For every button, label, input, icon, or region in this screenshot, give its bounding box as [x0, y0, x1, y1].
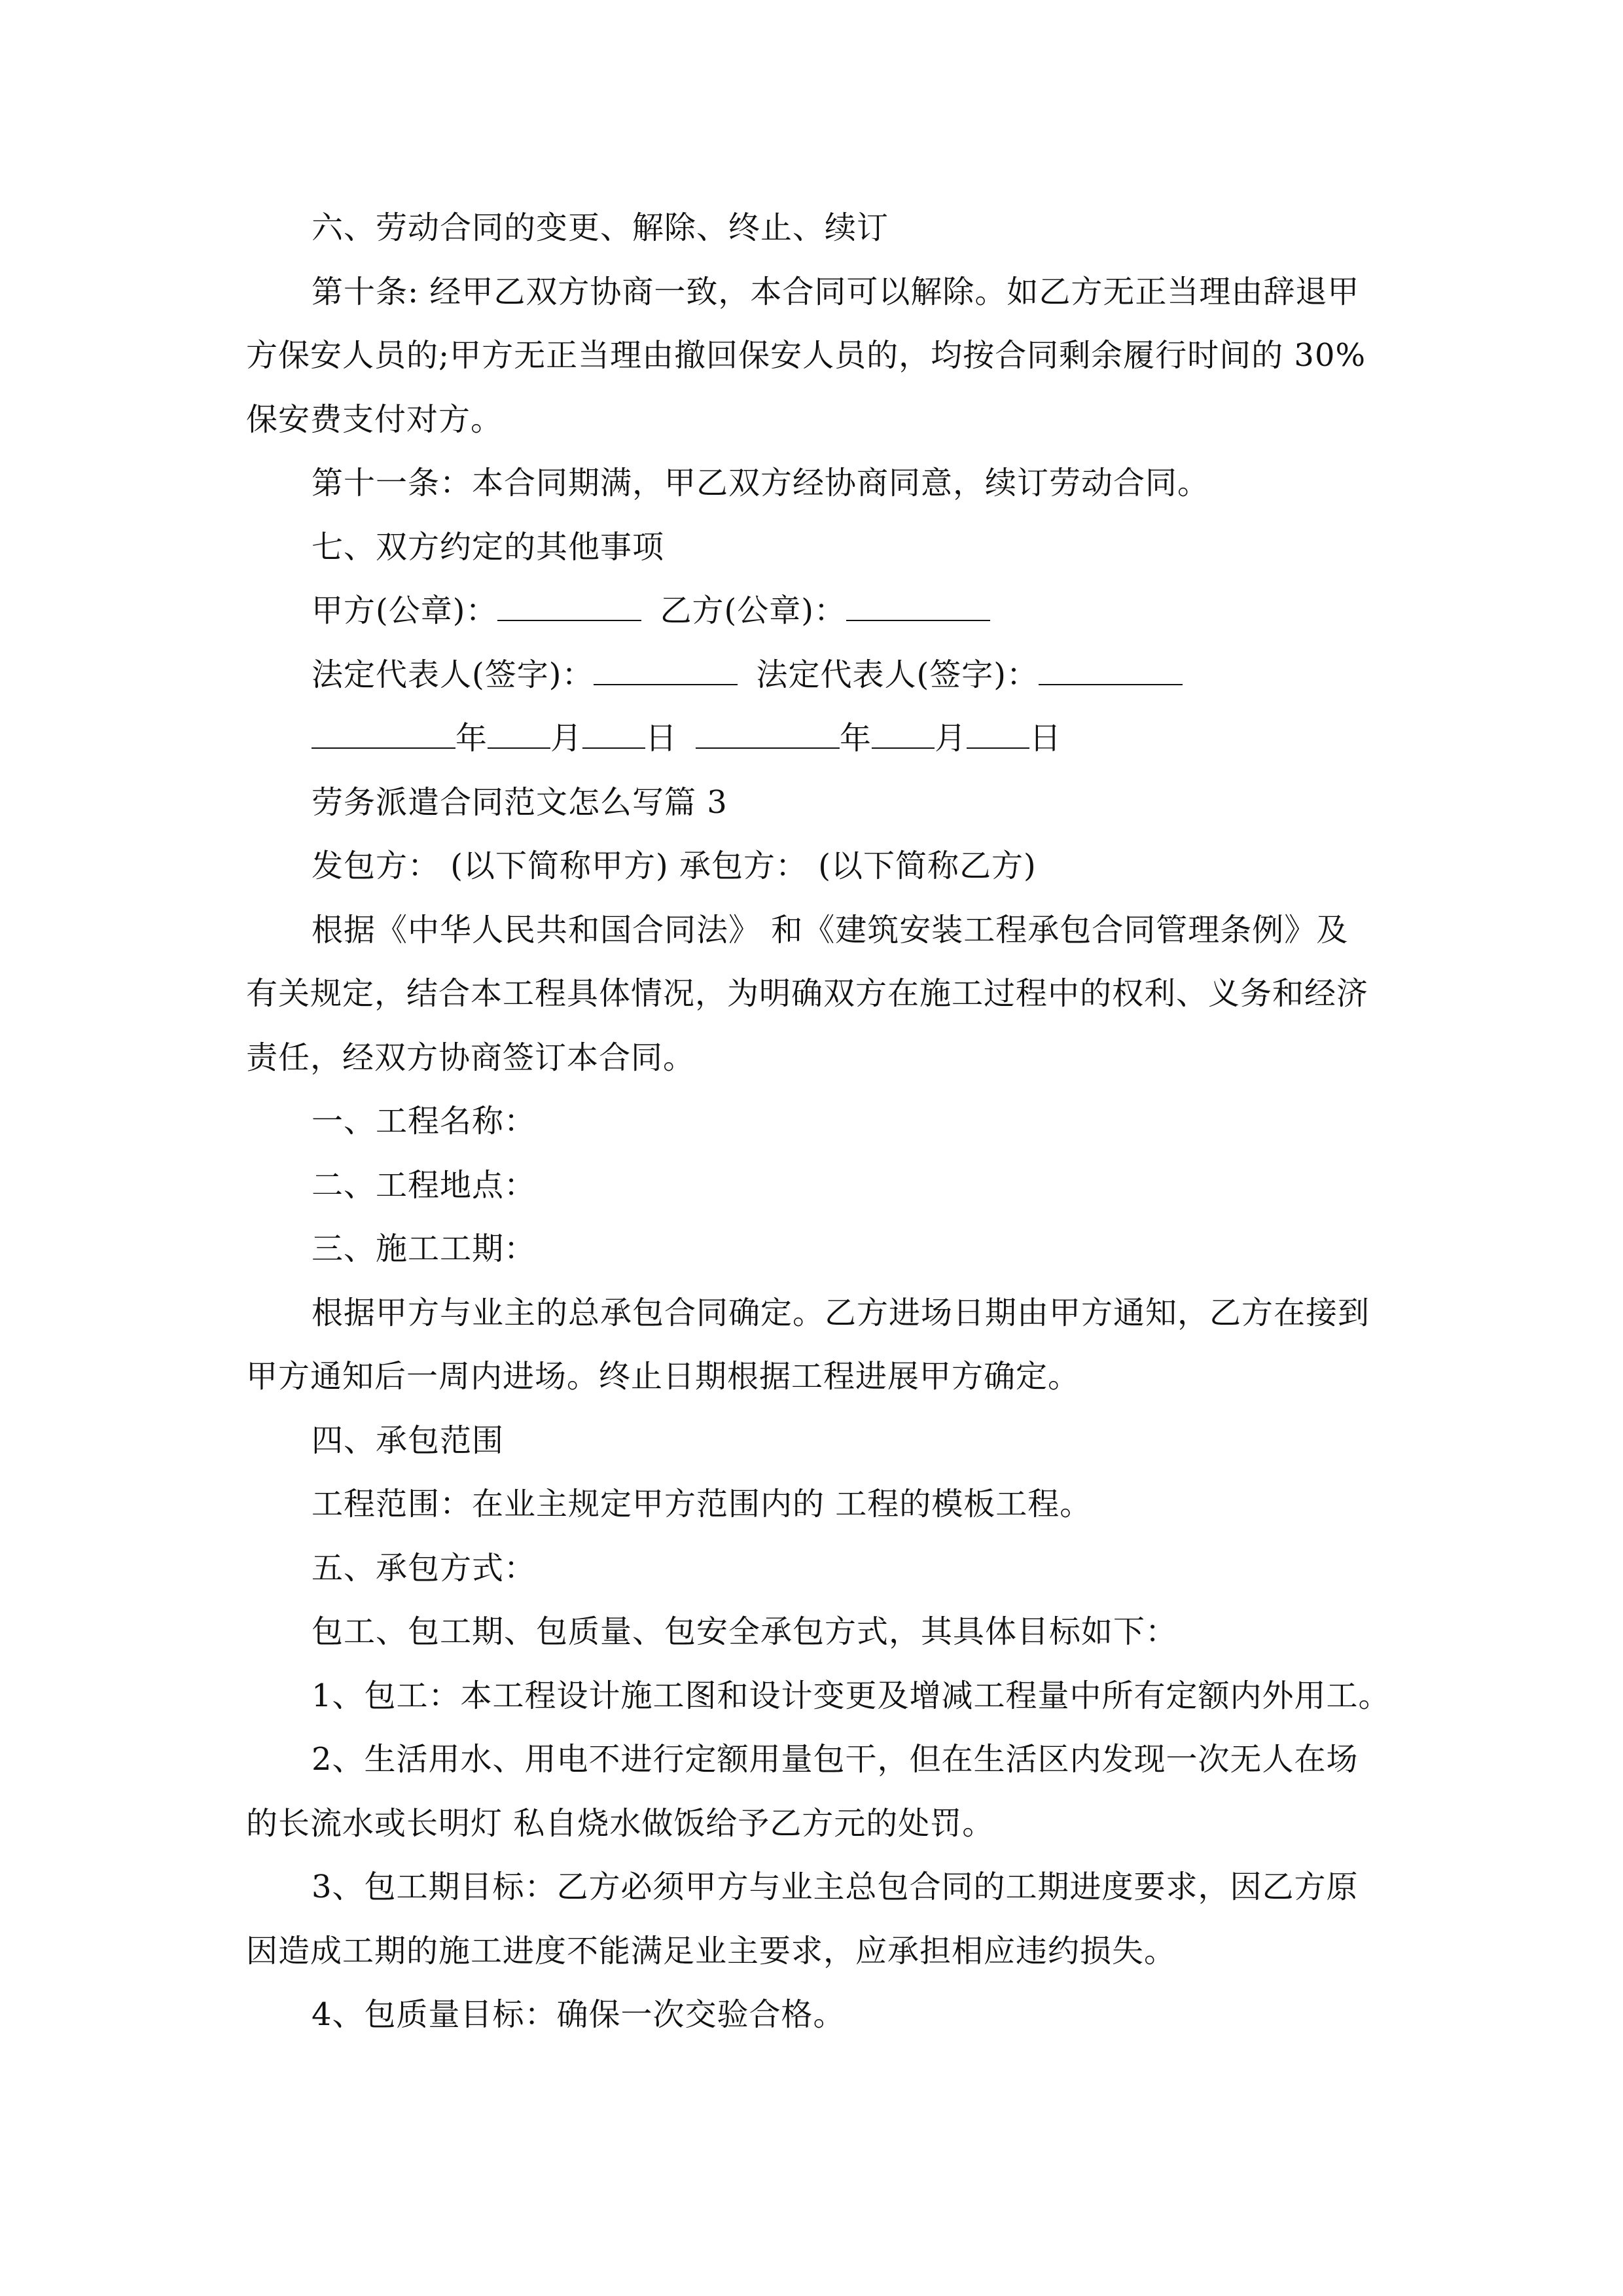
paragraph-line: 根据《中华人民共和国合同法》 和《建筑安装工程承包合同管理条例》及	[312, 911, 1349, 948]
date-year-label: 年	[840, 720, 872, 757]
section-heading: 四、承包范围	[312, 1422, 505, 1459]
list-item: 4、包质量目标：确保一次交验合格。	[312, 1996, 846, 2033]
paragraph-line: 甲方通知后一周内进场。终止日期根据工程进展甲方确定。	[246, 1358, 1080, 1395]
section-heading: 三、施工工期：	[312, 1230, 537, 1267]
paragraph-line: 因造成工期的施工进度不能满足业主要求，应承担相应违约损失。	[246, 1932, 1177, 1969]
party-b-seal-label: 乙方(公章)：	[660, 592, 846, 629]
paragraph-line: 的长流水或长明灯 私自烧水做饭给予乙方元的处罚。	[246, 1804, 995, 1842]
date-year-blank	[312, 721, 455, 749]
date-day-blank	[967, 721, 1029, 749]
date-month-label: 月	[550, 720, 583, 757]
date-month-blank	[872, 721, 935, 749]
paragraph-line: 根据甲方与业主的总承包合同确定。乙方进场日期由甲方通知，乙方在接到	[312, 1294, 1370, 1331]
signature-rep-line	[246, 643, 1385, 708]
party-a-seal-label: 甲方(公章)：	[312, 592, 498, 629]
paragraph-line: 方保安人员的;甲方无正当理由撤回保安人员的，均按合同剩余履行时间的 30%	[246, 337, 1366, 374]
document-body	[246, 196, 1391, 2047]
section-heading: 二、工程地点：	[312, 1166, 537, 1204]
party-a-seal-blank	[497, 594, 641, 621]
paragraph-line: 工程范围：在业主规定甲方范围内的 工程的模板工程。	[312, 1486, 1092, 1522]
signature-seal-line	[246, 579, 1385, 643]
list-item: 1、包工：本工程设计施工图和设计变更及增减工程量中所有定额内外用工。	[312, 1677, 1391, 1714]
date-day-label: 日	[645, 720, 678, 757]
paragraph-line: 第十条: 经甲乙双方协商一致，本合同可以解除。如乙方无正当理由辞退甲	[312, 273, 1360, 310]
party-b-seal-blank	[846, 594, 990, 621]
section-heading: 六、劳动合同的变更、解除、终止、续订	[312, 209, 889, 246]
party-b-rep-label: 法定代表人(签字)：	[756, 656, 1039, 693]
party-b-rep-blank	[1039, 658, 1183, 685]
paragraph-line: 第十一条：本合同期满，甲乙双方经协商同意，续订劳动合同。	[312, 465, 1210, 501]
article-title: 劳务派遣合同范文怎么写篇 3	[312, 783, 728, 821]
list-item: 2、生活用水、用电不进行定额用量包干，但在生活区内发现一次无人在场	[312, 1741, 1359, 1778]
party-a-rep-label: 法定代表人(签字)：	[312, 656, 594, 693]
paragraph-line: 责任，经双方协商签订本合同。	[246, 1039, 696, 1076]
paragraph-line: 保安费支付对方。	[246, 401, 503, 438]
date-year-label: 年	[455, 720, 488, 757]
parties-line: 发包方： (以下简称甲方) 承包方： (以下简称乙方)	[312, 848, 1037, 884]
date-month-blank	[488, 721, 550, 749]
section-heading: 五、承包方式：	[312, 1549, 537, 1587]
list-item: 3、包工期目标：乙方必须甲方与业主总包合同的工期进度要求，因乙方原	[312, 1869, 1359, 1905]
date-day-label: 日	[1029, 720, 1062, 757]
paragraph-line: 包工、包工期、包质量、包安全承包方式，其具体目标如下：	[312, 1613, 1178, 1650]
date-day-blank	[582, 721, 645, 749]
section-heading: 七、双方约定的其他事项	[312, 528, 665, 565]
paragraph-line: 有关规定，结合本工程具体情况，为明确双方在施工过程中的权利、义务和经济	[246, 975, 1369, 1012]
section-heading: 一、工程名称：	[312, 1103, 537, 1139]
signature-date-line	[246, 707, 1385, 771]
date-month-label: 月	[935, 720, 967, 757]
date-year-blank	[696, 721, 840, 749]
party-a-rep-blank	[594, 658, 738, 685]
